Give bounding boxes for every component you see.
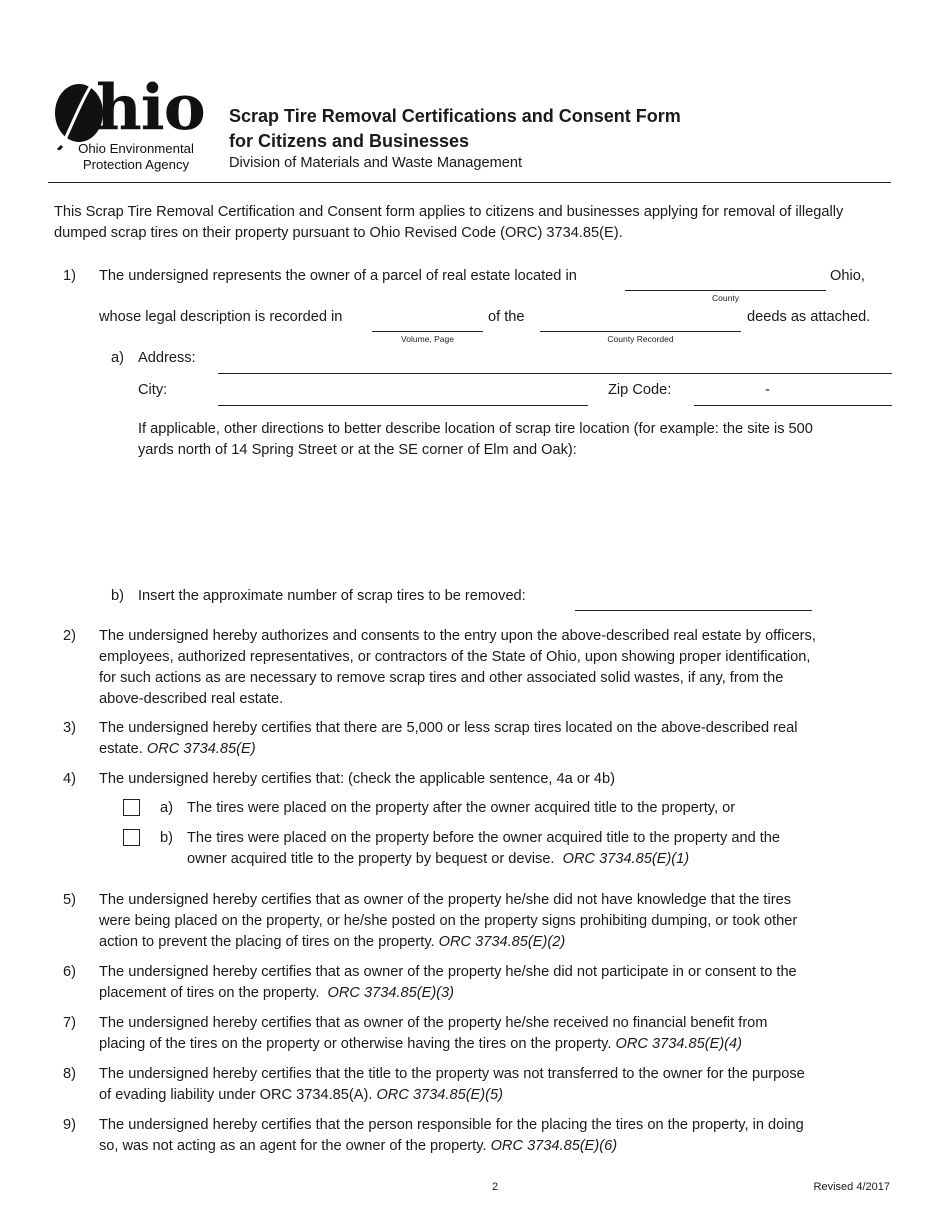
item1b-text: Insert the approximate number of scrap tires to be removed: — [138, 588, 526, 604]
item1-text: The undersigned represents the owner of a parcel of real estate located in — [99, 268, 577, 284]
page-number: 2 — [491, 1181, 499, 1193]
division-name: Division of Materials and Waste Management — [229, 155, 523, 171]
item6-text — [99, 962, 899, 1004]
checkbox-4b[interactable] — [123, 829, 140, 846]
item4a-text: The tires were placed on the property after the owner acquired title to the property, or — [187, 800, 736, 816]
intro-paragraph: This Scrap Tire Removal Certification and Consent form applies to citizens and businesses applying for removal of illegally dumped scrap tires on their property pursuant to Ohio Revised Code (ORC) 3734.85(E). — [54, 204, 844, 241]
item7-text — [99, 1013, 899, 1055]
item9-line1: The undersigned hereby certifies that the person responsible for the placing the tires on the property, in doing — [99, 1117, 804, 1133]
item7-number: 7) — [63, 1015, 76, 1031]
item6-line1: The undersigned hereby certifies that as owner of the property he/she did not participate in or consent to the — [99, 964, 797, 980]
item6-number: 6) — [63, 964, 76, 980]
form-title-line1: Scrap Tire Removal Certifications and Consent Form — [229, 106, 681, 126]
item1-ohio: Ohio, — [830, 268, 865, 284]
volume-page-caption: Volume, Page — [401, 334, 454, 344]
item3-line2-text: estate. — [99, 741, 143, 757]
revision-date: Revised 4/2017 — [813, 1181, 890, 1193]
item3-number: 3) — [63, 720, 76, 736]
item9-citation: ORC 3734.85(E)(6) — [490, 1138, 618, 1154]
item4b-line2-text: owner acquired title to the property by bequest or devise. — [187, 851, 555, 867]
form-title — [229, 104, 681, 154]
zip-dash: - — [765, 382, 770, 398]
item3-line2 — [99, 739, 899, 760]
form-title-line2: for Citizens and Businesses — [229, 131, 470, 151]
item3-text — [99, 718, 899, 760]
item2-line: above-described real estate. — [99, 691, 284, 707]
item8-line1: The undersigned hereby certifies that the title to the property was not transferred to the owner for the purpose — [99, 1066, 805, 1082]
item4b-text — [187, 828, 887, 870]
item6-line2 — [99, 983, 899, 1004]
header-divider — [48, 182, 891, 183]
item1-legal-text: whose legal description is recorded in — [99, 309, 343, 325]
item8-line2-text: of evading liability under ORC 3734.85(A). — [99, 1087, 373, 1103]
item8-text — [99, 1064, 899, 1106]
item8-line2 — [99, 1085, 899, 1106]
directions-line1: If applicable, other directions to better describe location of scrap tire location (for example: the site is 500 — [138, 421, 813, 437]
item5-text — [99, 890, 899, 953]
zip-label: Zip Code: — [608, 382, 672, 398]
item1-deeds: deeds as attached. — [747, 309, 871, 325]
item3-line1: The undersigned hereby certifies that there are 5,000 or less scrap tires located on the above-described real — [99, 720, 798, 736]
item5-line2: were being placed on the property, or he/she posted on the property signs prohibiting dumping, or took other — [99, 913, 798, 929]
item1-number: 1) — [63, 268, 76, 284]
item2-line: for such actions as are necessary to remove scrap tires and other associated solid wastes, if any, from the — [99, 670, 784, 686]
item2-line: employees, authorized representatives, or contractors of the State of Ohio, upon showing proper identification, — [99, 649, 811, 665]
item6-line2-text: placement of tires on the property. — [99, 985, 320, 1001]
item9-line2 — [99, 1136, 899, 1157]
item7-line2-text: placing of the tires on the property or otherwise having the tires on the property. — [99, 1036, 612, 1052]
item2-text — [99, 626, 899, 710]
logo-agency-line1: Ohio Environmental — [78, 141, 194, 156]
volume-page-field[interactable] — [372, 331, 483, 332]
item4-number: 4) — [63, 771, 76, 787]
tire-count-field[interactable] — [575, 610, 812, 611]
item1a-label: a) — [111, 350, 124, 366]
item7-line1: The undersigned hereby certifies that as owner of the property he/she received no financial benefit from — [99, 1015, 768, 1031]
county-recorded-field[interactable] — [540, 331, 741, 332]
item4b-line1: The tires were placed on the property before the owner acquired title to the property and the — [187, 830, 781, 846]
city-field[interactable] — [218, 405, 588, 406]
item4-text: The undersigned hereby certifies that: (check the applicable sentence, 4a or 4b) — [99, 771, 615, 787]
address-label: Address: — [138, 350, 196, 366]
logo-agency-name — [66, 141, 206, 173]
item4b-label: b) — [160, 830, 173, 846]
item7-citation: ORC 3734.85(E)(4) — [615, 1036, 743, 1052]
item8-citation: ORC 3734.85(E)(5) — [376, 1087, 503, 1103]
item1b-label: b) — [111, 588, 124, 604]
item5-citation: ORC 3734.85(E)(2) — [438, 934, 566, 950]
item5-line3 — [99, 932, 899, 953]
item1-of-the: of the — [488, 309, 525, 325]
directions-answer-area[interactable] — [138, 466, 892, 576]
item5-line3-text: action to prevent the placing of tires on the property. — [99, 934, 435, 950]
item2-number: 2) — [63, 628, 76, 644]
county-caption: County — [712, 293, 739, 303]
item6-citation: ORC 3734.85(E)(3) — [327, 985, 455, 1001]
item8-number: 8) — [63, 1066, 76, 1082]
county-field[interactable] — [625, 290, 826, 291]
item2-line: The undersigned hereby authorizes and consents to the entry upon the above-described real estate by officers, — [99, 628, 816, 644]
item9-number: 9) — [63, 1117, 76, 1133]
item7-line2 — [99, 1034, 899, 1055]
zip-code-field[interactable] — [694, 405, 892, 406]
item9-line2-text: so, was not acting as an agent for the owner of the property. — [99, 1138, 487, 1154]
county-recorded-caption: County Recorded — [607, 334, 674, 344]
item9-text — [99, 1115, 899, 1157]
item4b-line2 — [187, 849, 887, 870]
directions-line2: yards north of 14 Spring Street or at the SE corner of Elm and Oak): — [138, 442, 577, 458]
item5-number: 5) — [63, 892, 76, 908]
item5-line1: The undersigned hereby certifies that as owner of the property he/she did not have knowledge that the tires — [99, 892, 792, 908]
item3-citation: ORC 3734.85(E) — [146, 741, 256, 757]
address-field[interactable] — [218, 373, 892, 374]
logo-agency-line2: Protection Agency — [82, 157, 190, 172]
item4b-citation: ORC 3734.85(E)(1) — [562, 851, 690, 867]
checkbox-4a[interactable] — [123, 799, 140, 816]
logo-wordmark: hio — [96, 70, 205, 144]
city-label: City: — [138, 382, 168, 398]
item4a-label: a) — [160, 800, 173, 816]
directions-text — [138, 419, 898, 461]
